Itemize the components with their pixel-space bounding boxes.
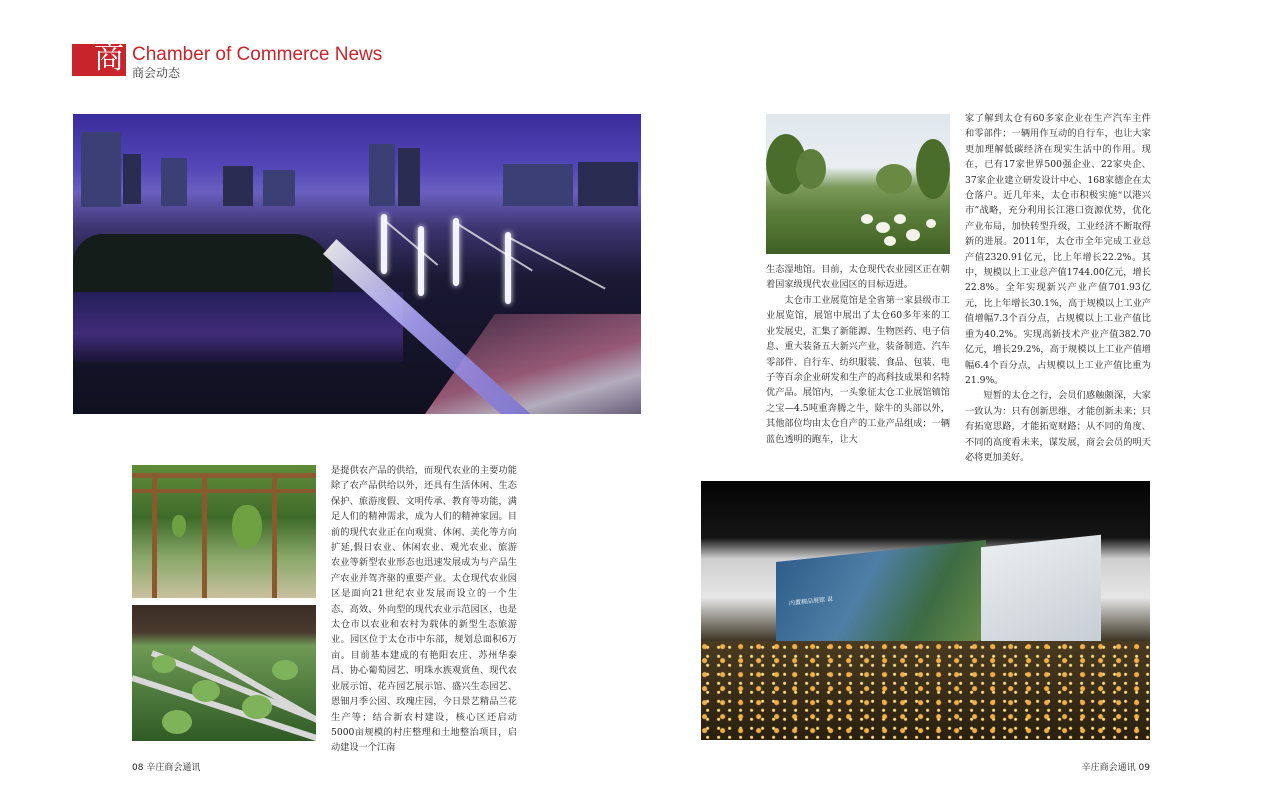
tree: [796, 149, 826, 189]
section-title-cn: 商会动态: [132, 66, 181, 80]
pergola-beam: [132, 473, 316, 478]
skyline-building: [81, 132, 121, 207]
bridge-pylon: [418, 226, 424, 296]
pergola-post: [202, 475, 207, 598]
paragraph: 家了解到太仓有60多家企业在生产汽车主件和零部件；一辆用作互动的自行车，也让大家更加理解低碳经济在现实生活中的作用。现在，已有17家世界500强企业、22家央企、37家企业建立研发设计中心、168家德企在太仓落户。近几年来，太仓市积极实施“以港兴市”战略，充分利用长江港口资源优势，优化产业布局，加快转型升级，工业经济不断取得新的进展。2011年，太仓市全年完成工业总产值2320.91亿元，比上年增长22.2%。其中，规模以上工业总产值1744.00亿元，增长22.8%。全年实现新兴产业产值701.93亿元，比上年增长30.1%，高于规模以上工业产值增幅7.3个百分点，占规模以上工业产值比重为40.2%。实现高新技术产业产值382.70亿元，增长29.2%，高于规模以上工业产值增幅6.4个百分点，占规模以上工业产值比重为21.9%。: [965, 113, 1151, 386]
paragraph: 生态湿地馆。目前，太仓现代农业园区正在朝着国家级现代农业园区的目标迈进。: [766, 264, 950, 291]
section-title-en: Chamber of Commerce News: [132, 44, 383, 65]
tree: [876, 164, 912, 194]
bridge-pylon: [505, 232, 511, 304]
header-logo: [72, 41, 126, 76]
flower: [861, 214, 873, 224]
plant: [152, 655, 176, 673]
footer-left-page: 08 辛庄商会通讯: [132, 763, 201, 773]
river: [73, 292, 403, 362]
skyline-building: [369, 144, 395, 206]
flower: [906, 229, 920, 241]
skyline-building: [161, 158, 187, 206]
plant: [272, 660, 298, 680]
bridge-pylon: [453, 218, 459, 286]
skyline-building: [398, 148, 420, 206]
middle-column-text: [766, 293, 950, 447]
bridge-cable: [455, 222, 532, 271]
paragraph: 短暂的太仓之行，会员们感触颇深，大家一致认为：只有创新思维，才能创新未来；只有拓宽思路，才能拓宽财路；从不同的角度、不同的高度看未来，谋发展，商会会员的明天必将更加美好。: [965, 390, 1151, 463]
flower: [876, 222, 890, 233]
right-column-text: [965, 111, 1151, 465]
skyline-building: [223, 166, 253, 206]
left-column-text: [331, 463, 517, 756]
gourd: [232, 505, 262, 549]
garden-photo: [766, 114, 950, 254]
flower: [894, 214, 906, 224]
tree: [916, 139, 950, 199]
treeline: [73, 234, 333, 294]
footer-right-page: 辛庄商会通讯 09: [1081, 763, 1150, 773]
skyline-building: [503, 164, 573, 206]
projection-screen-right: [981, 535, 1101, 658]
logo-character: 商: [94, 41, 124, 76]
pergola-post: [152, 475, 157, 598]
skyline-building: [263, 170, 295, 206]
greenhouse-photo: [132, 605, 316, 741]
city-scale-model: [701, 641, 1150, 740]
pergola-post: [272, 475, 277, 598]
plant: [242, 695, 272, 719]
skyline-building: [123, 154, 141, 204]
exhibition-hall-photo: [701, 481, 1150, 740]
night-bridge-photo: [73, 114, 641, 414]
flower: [926, 219, 936, 228]
screen-caption: 内置精品展馆 说: [789, 595, 833, 608]
bridge-cable: [383, 219, 438, 266]
flower: [884, 236, 896, 246]
pergola-photo: [132, 465, 316, 598]
plant: [192, 680, 220, 702]
skyline-building: [578, 162, 638, 206]
pergola-beam: [132, 489, 316, 493]
gourd: [172, 515, 186, 537]
paragraph: 太仓市工业展览馆是全省第一家县级市工业展览馆，展馆中展出了太仓60多年来的工业发展史，汇集了新能源、生物医药、电子信息、重大装备五大新兴产业，装备制造、汽车零部件、自行车、纺织服装、食品、包装、电子等百余企业研发和生产的高科技成果和名特优产品。展馆内，一头象征太仓工业展馆镇馆之宝—4.5吨重奔腾之牛，除牛的头部以外，其他部位均由太仓自产的工业产品组成；一辆蓝色透明的跑车，让大: [766, 295, 950, 445]
paragraph: 是提供农产品的供给，而现代农业的主要功能除了农产品供给以外，还具有生活休闲、生态保护、旅游度假、文明传承、教育等功能，满足人们的精神需求，成为人们的精神家园。目前的现代农业正在向观赏、休闲、美化等方向扩延,假日农业、休闲农业、观光农业、旅游农业等新型农业形态也迅速发展成为与产品生产农业并驾齐驱的重要产业。太仓现代农业园区是面向21世纪农业发展而设立的一个生态、高效、外向型的现代农业示范园区，也是太仓市以农业和农村为载体的新型生态旅游业。园区位于太仓市中东部，规划总面积6万亩。目前基本建成的有艳阳农庄、苏州华泰昌、协心葡萄园艺、明珠水族观赏鱼、现代农业展示馆、花卉园艺展示馆、盛兴生态园艺、恩钿月季公园、玫瑰庄园，今日景艺精品兰花生产等；结合新农村建设，核心区还启动5000亩规模的村庄整理和土地整治项目，启动建设一个江南: [331, 465, 517, 754]
plant: [162, 710, 192, 734]
middle-column-top-text: [766, 262, 950, 293]
